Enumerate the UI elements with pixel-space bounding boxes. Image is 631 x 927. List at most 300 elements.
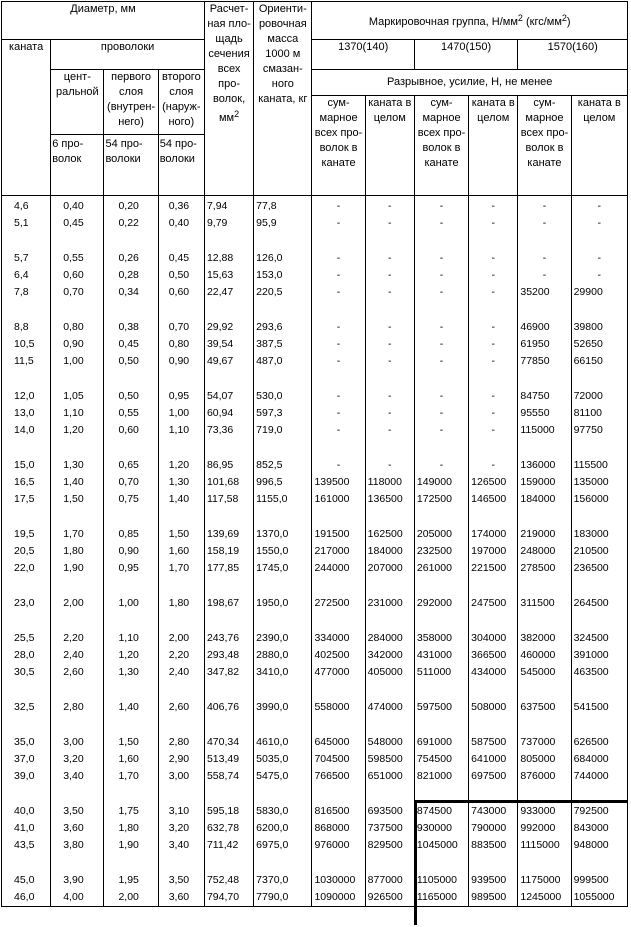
table-cell: -	[312, 440, 365, 475]
table-cell: 0,20	[104, 196, 158, 216]
table-cell: 183000	[571, 509, 627, 544]
table-cell: -	[365, 268, 414, 285]
table-cell: -	[414, 371, 468, 406]
table-cell: 115500	[571, 440, 627, 475]
table-cell: 1,40	[104, 682, 158, 717]
table-cell: 12,0	[2, 371, 51, 406]
table-cell: 1,75	[104, 786, 158, 821]
table-cell: 221500	[469, 561, 518, 578]
table-cell: 1370,0	[254, 509, 312, 544]
table-cell: -	[365, 423, 414, 440]
table-cell: 3,50	[158, 855, 204, 890]
table-cell: 7370,0	[254, 855, 312, 890]
table-cell: 999500	[571, 855, 627, 890]
table-cell: -	[365, 371, 414, 406]
table-cell: 508000	[469, 682, 518, 717]
table-cell: 117,58	[204, 492, 253, 509]
table-cell: -	[469, 285, 518, 302]
header-first-layer	[104, 70, 158, 196]
header-wires: проволоки	[51, 40, 205, 70]
table-row	[2, 613, 628, 648]
table-cell: 6975,0	[254, 838, 312, 855]
table-cell: 118000	[365, 475, 414, 492]
table-cell: 511000	[414, 665, 468, 682]
table-cell: 84750	[518, 371, 571, 406]
header-54-wires: 54 про- волоки	[105, 138, 143, 165]
table-row	[2, 406, 628, 423]
table-cell: 198,67	[204, 578, 253, 613]
table-cell: 232500	[414, 544, 468, 561]
table-cell: 1,60	[158, 544, 204, 561]
table-cell: -	[365, 285, 414, 302]
table-cell: 1,80	[51, 544, 104, 561]
header-grade-1570: 1570(160)	[518, 40, 628, 70]
table-cell: 22,0	[2, 561, 51, 578]
table-cell: 3,20	[158, 821, 204, 838]
table-cell: 149000	[414, 475, 468, 492]
table-cell: 342000	[365, 648, 414, 665]
table-cell: 1,40	[51, 475, 104, 492]
table-cell: 139,69	[204, 509, 253, 544]
table-cell: 3,60	[51, 821, 104, 838]
table-cell: 22,47	[204, 285, 253, 302]
table-cell: 548000	[365, 717, 414, 752]
table-cell: -	[312, 216, 365, 233]
table-cell: 304000	[469, 613, 518, 648]
table-row	[2, 285, 628, 302]
table-cell: -	[414, 233, 468, 268]
table-cell: 0,40	[51, 196, 104, 216]
table-cell: 81100	[571, 406, 627, 423]
table-cell: 162500	[365, 509, 414, 544]
table-cell: 1,20	[158, 440, 204, 475]
table-cell: -	[312, 285, 365, 302]
table-cell: 1,90	[104, 838, 158, 855]
table-cell: 704500	[312, 752, 365, 769]
table-cell: 139500	[312, 475, 365, 492]
table-row	[2, 354, 628, 371]
table-cell: 632,78	[204, 821, 253, 838]
table-cell: -	[312, 354, 365, 371]
table-cell: 2880,0	[254, 648, 312, 665]
table-cell: 470,34	[204, 717, 253, 752]
table-cell: 2,40	[158, 665, 204, 682]
table-cell: -	[365, 302, 414, 337]
table-cell: 2,90	[158, 752, 204, 769]
table-cell: 0,50	[104, 354, 158, 371]
table-cell: 39,54	[204, 337, 253, 354]
table-cell: 6200,0	[254, 821, 312, 838]
table-cell: 161000	[312, 492, 365, 509]
table-cell: 1,50	[104, 717, 158, 752]
table-cell: 13,0	[2, 406, 51, 423]
table-cell: 347,82	[204, 665, 253, 682]
table-row	[2, 371, 628, 406]
table-row	[2, 682, 628, 717]
table-cell: -	[469, 406, 518, 423]
table-cell: 843000	[571, 821, 627, 838]
table-cell: 3,90	[51, 855, 104, 890]
table-cell: 1245000	[518, 890, 571, 907]
table-cell: 126,0	[254, 233, 312, 268]
header-sum-1470: сум-марное всех про-волок в канате	[414, 96, 468, 196]
table-cell: 711,42	[204, 838, 253, 855]
table-cell: 0,38	[104, 302, 158, 337]
table-cell: -	[312, 371, 365, 406]
table-cell: 77850	[518, 354, 571, 371]
table-cell: 0,36	[158, 196, 204, 216]
table-cell: 939500	[469, 855, 518, 890]
table-cell: -	[312, 268, 365, 285]
table-cell: 261000	[414, 561, 468, 578]
table-cell: 366500	[469, 648, 518, 665]
table-cell: 247500	[469, 578, 518, 613]
table-cell: 821000	[414, 769, 468, 786]
table-cell: 40,0	[2, 786, 51, 821]
table-cell: 101,68	[204, 475, 253, 492]
table-cell: 1,80	[104, 821, 158, 838]
table-cell: 3,40	[158, 838, 204, 855]
table-cell: -	[469, 268, 518, 285]
table-cell: 545000	[518, 665, 571, 682]
table-cell: 334000	[312, 613, 365, 648]
header-54-wires-outer: 54 про- волоки	[159, 138, 197, 165]
header-label-54-wires: первого слоя (внутрен-него)	[104, 70, 157, 135]
table-cell: 1,10	[104, 613, 158, 648]
table-cell: 29900	[571, 285, 627, 302]
table-cell: 0,90	[51, 337, 104, 354]
table-cell: 816500	[312, 786, 365, 821]
table-cell: 463500	[571, 665, 627, 682]
table-row	[2, 423, 628, 440]
table-cell: 5,1	[2, 216, 51, 233]
table-cell: 54,07	[204, 371, 253, 406]
table-cell: 248000	[518, 544, 571, 561]
table-cell: 1,40	[158, 492, 204, 509]
table-cell: 752,48	[204, 855, 253, 890]
table-cell: 1105000	[414, 855, 468, 890]
header-grade-1370: 1370(140)	[312, 40, 414, 70]
table-cell: 6,4	[2, 268, 51, 285]
table-cell: 1,30	[51, 440, 104, 475]
table-cell: -	[365, 406, 414, 423]
table-row	[2, 509, 628, 544]
table-cell: 976000	[312, 838, 365, 855]
table-row	[2, 786, 628, 821]
table-cell: 174000	[469, 509, 518, 544]
table-cell: 1,00	[158, 406, 204, 423]
table-cell: 877000	[365, 855, 414, 890]
header-rope-1570: каната в целом	[571, 96, 627, 196]
table-cell: 61950	[518, 337, 571, 354]
table-header	[2, 2, 628, 196]
table-cell: 159000	[518, 475, 571, 492]
table-row	[2, 648, 628, 665]
table-cell: 0,95	[104, 561, 158, 578]
table-cell: 77,8	[254, 196, 312, 216]
header-rope-1370: каната в целом	[365, 96, 414, 196]
table-cell: 402500	[312, 648, 365, 665]
table-cell: 693500	[365, 786, 414, 821]
table-cell: -	[365, 216, 414, 233]
table-cell: 205000	[414, 509, 468, 544]
table-row	[2, 752, 628, 769]
table-cell: 2,80	[51, 682, 104, 717]
table-cell: -	[414, 440, 468, 475]
table-cell: 220,5	[254, 285, 312, 302]
table-cell: -	[518, 268, 571, 285]
table-cell: 1175000	[518, 855, 571, 890]
table-cell: 2,20	[51, 613, 104, 648]
table-cell: 0,75	[104, 492, 158, 509]
table-cell: 12,88	[204, 233, 253, 268]
table-cell: 9,79	[204, 216, 253, 233]
table-cell: 177,85	[204, 561, 253, 578]
table-cell: -	[414, 196, 468, 216]
table-cell: 829500	[365, 838, 414, 855]
table-cell: -	[469, 233, 518, 268]
table-cell: 2390,0	[254, 613, 312, 648]
table-cell: 697500	[469, 769, 518, 786]
table-cell: 244000	[312, 561, 365, 578]
table-row	[2, 475, 628, 492]
table-cell: 264500	[571, 578, 627, 613]
header-rope: каната	[2, 40, 51, 196]
table-cell: 49,67	[204, 354, 253, 371]
table-cell: 0,70	[51, 285, 104, 302]
table-cell: 35200	[518, 285, 571, 302]
table-cell: -	[469, 423, 518, 440]
table-cell: 434000	[469, 665, 518, 682]
table-cell: 1155,0	[254, 492, 312, 509]
table-cell: 792500	[571, 786, 627, 821]
table-row	[2, 337, 628, 354]
table-cell: -	[414, 423, 468, 440]
table-cell: 0,80	[51, 302, 104, 337]
table-cell: 926500	[365, 890, 414, 907]
table-row	[2, 838, 628, 855]
table-cell: 41,0	[2, 821, 51, 838]
table-cell: 11,5	[2, 354, 51, 371]
table-cell: 3,50	[51, 786, 104, 821]
table-cell: 1,50	[51, 492, 104, 509]
table-cell: 719,0	[254, 423, 312, 440]
table-cell: 39,0	[2, 769, 51, 786]
table-cell: 0,45	[104, 337, 158, 354]
table-cell: 1,00	[104, 578, 158, 613]
table-row	[2, 578, 628, 613]
table-cell: -	[518, 216, 571, 233]
table-cell: 136000	[518, 440, 571, 475]
table-row	[2, 821, 628, 838]
table-cell: 46,0	[2, 890, 51, 907]
table-cell: 115000	[518, 423, 571, 440]
table-cell: 1,90	[51, 561, 104, 578]
table-row	[2, 544, 628, 561]
table-cell: 743000	[469, 786, 518, 821]
table-cell: -	[469, 302, 518, 337]
table-cell: 405000	[365, 665, 414, 682]
table-cell: -	[312, 423, 365, 440]
table-cell: 595,18	[204, 786, 253, 821]
table-cell: 66150	[571, 354, 627, 371]
table-cell: 382000	[518, 613, 571, 648]
table-cell: 1745,0	[254, 561, 312, 578]
table-row	[2, 302, 628, 337]
table-cell: -	[469, 216, 518, 233]
table-cell: 2,80	[158, 717, 204, 752]
table-cell: 17,5	[2, 492, 51, 509]
table-cell: 95550	[518, 406, 571, 423]
table-cell: 136500	[365, 492, 414, 509]
table-cell: 293,48	[204, 648, 253, 665]
table-cell: 460000	[518, 648, 571, 665]
header-mass: Ориенти-ровочная масса 1000 м смазан-ного каната, кг	[254, 2, 312, 196]
table-row	[2, 216, 628, 233]
table-cell: 158,19	[204, 544, 253, 561]
table-cell: 1055000	[571, 890, 627, 907]
table-cell: 60,94	[204, 406, 253, 423]
table-cell: 72000	[571, 371, 627, 406]
table-cell: 3410,0	[254, 665, 312, 682]
table-cell: 874500	[414, 786, 468, 821]
table-cell: -	[312, 337, 365, 354]
table-cell: 358000	[414, 613, 468, 648]
table-cell: 3,60	[158, 890, 204, 907]
table-cell: 29,92	[204, 302, 253, 337]
table-cell: 43,5	[2, 838, 51, 855]
table-cell: 2,20	[158, 648, 204, 665]
table-cell: 1115000	[518, 838, 571, 855]
table-cell: 236500	[571, 561, 627, 578]
table-cell: 1,05	[51, 371, 104, 406]
header-second-layer	[158, 70, 204, 196]
table-cell: 0,70	[104, 475, 158, 492]
table-cell: -	[365, 354, 414, 371]
table-cell: 23,0	[2, 578, 51, 613]
table-cell: 28,0	[2, 648, 51, 665]
table-cell: 0,26	[104, 233, 158, 268]
table-cell: 992000	[518, 821, 571, 838]
table-cell: 868000	[312, 821, 365, 838]
table-cell: 1,10	[158, 423, 204, 440]
table-cell: 95,9	[254, 216, 312, 233]
table-cell: 191500	[312, 509, 365, 544]
table-cell: 172500	[414, 492, 468, 509]
table-cell: -	[414, 268, 468, 285]
table-cell: -	[312, 302, 365, 337]
table-cell: 930000	[414, 821, 468, 838]
table-cell: 126500	[469, 475, 518, 492]
header-grade-group: Маркировочная группа, $Н/мм^2$ $(кгс/мм^2)$	[312, 2, 628, 40]
header-label-six-wires: цент- ральной	[51, 70, 103, 135]
table-cell: 1,00	[51, 354, 104, 371]
table-cell: 876000	[518, 769, 571, 786]
table-cell: -	[469, 196, 518, 216]
table-cell: 626500	[571, 717, 627, 752]
table-row	[2, 769, 628, 786]
table-cell: 292000	[414, 578, 468, 613]
table-cell: 46900	[518, 302, 571, 337]
table-cell: 146500	[469, 492, 518, 509]
table-cell: 2,60	[51, 665, 104, 682]
table-row	[2, 855, 628, 890]
table-cell: 637500	[518, 682, 571, 717]
table-cell: 558000	[312, 682, 365, 717]
table-row	[2, 440, 628, 475]
table-cell: -	[365, 440, 414, 475]
table-cell: 7790,0	[254, 890, 312, 907]
table-cell: 15,0	[2, 440, 51, 475]
table-cell: 387,5	[254, 337, 312, 354]
table-cell: -	[312, 233, 365, 268]
table-cell: 766500	[312, 769, 365, 786]
table-cell: -	[571, 216, 627, 233]
table-cell: -	[365, 196, 414, 216]
table-cell: 0,45	[158, 233, 204, 268]
table-row	[2, 561, 628, 578]
table-cell: 20,5	[2, 544, 51, 561]
table-cell: 0,85	[104, 509, 158, 544]
table-cell: 989500	[469, 890, 518, 907]
table-cell: 52650	[571, 337, 627, 354]
table-cell: 311500	[518, 578, 571, 613]
table-cell: 0,40	[158, 216, 204, 233]
header-rope-1470: каната в целом	[469, 96, 518, 196]
table-cell: -	[571, 196, 627, 216]
table-cell: 558,74	[204, 769, 253, 786]
table-cell: 135000	[571, 475, 627, 492]
table-cell: 1045000	[414, 838, 468, 855]
table-cell: 0,90	[158, 354, 204, 371]
table-cell: 737000	[518, 717, 571, 752]
table-cell: 1030000	[312, 855, 365, 890]
table-cell: 5830,0	[254, 786, 312, 821]
table-cell: 1,30	[158, 475, 204, 492]
table-cell: 207000	[365, 561, 414, 578]
table-cell: 210500	[571, 544, 627, 561]
table-cell: -	[414, 337, 468, 354]
table-cell: 86,95	[204, 440, 253, 475]
table-cell: 217000	[312, 544, 365, 561]
table-cell: 597500	[414, 682, 468, 717]
table-row	[2, 890, 628, 907]
table-row	[2, 665, 628, 682]
table-cell: 15,63	[204, 268, 253, 285]
table-cell: 3,20	[51, 752, 104, 769]
table-cell: 2,00	[104, 890, 158, 907]
table-cell: -	[469, 371, 518, 406]
table-cell: 737500	[365, 821, 414, 838]
table-cell: 3,10	[158, 786, 204, 821]
table-cell: 1,60	[104, 752, 158, 769]
table-cell: 1,10	[51, 406, 104, 423]
table-cell: -	[414, 406, 468, 423]
table-cell: 7,8	[2, 285, 51, 302]
table-cell: 30,5	[2, 665, 51, 682]
table-cell: 641000	[469, 752, 518, 769]
table-cell: 324500	[571, 613, 627, 648]
table-cell: 477000	[312, 665, 365, 682]
table-cell: 37,0	[2, 752, 51, 769]
table-cell: 45,0	[2, 855, 51, 890]
table-cell: -	[469, 354, 518, 371]
table-cell: 0,60	[158, 285, 204, 302]
table-cell: 684000	[571, 752, 627, 769]
table-cell: -	[365, 337, 414, 354]
table-cell: 243,76	[204, 613, 253, 648]
table-cell: -	[571, 233, 627, 268]
